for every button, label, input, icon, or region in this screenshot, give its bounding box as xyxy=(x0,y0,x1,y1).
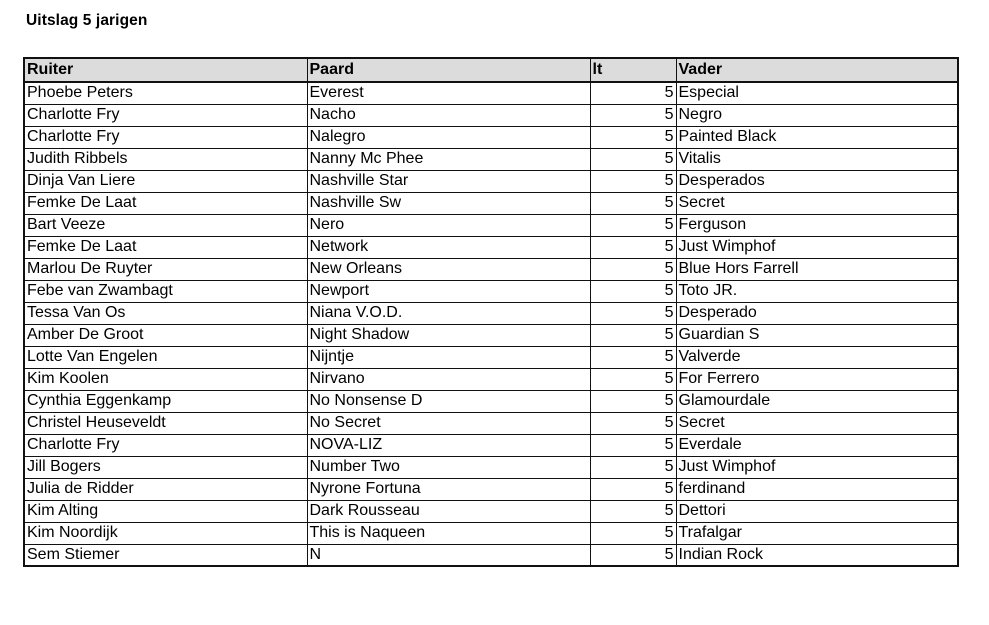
cell-vader: Especial xyxy=(676,82,958,104)
column-header-ruiter: Ruiter xyxy=(24,58,307,82)
table-row xyxy=(24,522,958,544)
cell-vader: Guardian S xyxy=(676,324,958,346)
table-row xyxy=(24,170,958,192)
cell-lt: 5 xyxy=(590,522,676,544)
cell-ruiter: Femke De Laat xyxy=(24,236,307,258)
cell-lt: 5 xyxy=(590,478,676,500)
cell-ruiter: Kim Noordijk xyxy=(24,522,307,544)
page-title: Uitslag 5 jarigen xyxy=(26,12,148,29)
cell-paard: Nashville Sw xyxy=(307,192,590,214)
cell-paard: Nalegro xyxy=(307,126,590,148)
cell-paard: Network xyxy=(307,236,590,258)
cell-lt: 5 xyxy=(590,302,676,324)
cell-lt: 5 xyxy=(590,412,676,434)
cell-vader: Desperado xyxy=(676,302,958,324)
cell-vader: Ferguson xyxy=(676,214,958,236)
column-header-vader: Vader xyxy=(676,58,958,82)
cell-ruiter: Kim Alting xyxy=(24,500,307,522)
table-row xyxy=(24,192,958,214)
cell-paard: Nanny Mc Phee xyxy=(307,148,590,170)
table-row xyxy=(24,126,958,148)
cell-vader: Vitalis xyxy=(676,148,958,170)
cell-lt: 5 xyxy=(590,390,676,412)
cell-vader: ferdinand xyxy=(676,478,958,500)
cell-paard: This is Naqueen xyxy=(307,522,590,544)
table-row xyxy=(24,346,958,368)
cell-lt: 5 xyxy=(590,236,676,258)
cell-paard: Nacho xyxy=(307,104,590,126)
cell-lt: 5 xyxy=(590,104,676,126)
cell-paard: Dark Rousseau xyxy=(307,500,590,522)
cell-ruiter: Amber De Groot xyxy=(24,324,307,346)
cell-vader: Indian Rock xyxy=(676,544,958,566)
table-row xyxy=(24,456,958,478)
cell-vader: Glamourdale xyxy=(676,390,958,412)
cell-paard: Number Two xyxy=(307,456,590,478)
table-row xyxy=(24,434,958,456)
cell-lt: 5 xyxy=(590,368,676,390)
table-row xyxy=(24,280,958,302)
cell-ruiter: Femke De Laat xyxy=(24,192,307,214)
cell-lt: 5 xyxy=(590,148,676,170)
cell-vader: Everdale xyxy=(676,434,958,456)
table-row xyxy=(24,368,958,390)
cell-vader: Negro xyxy=(676,104,958,126)
cell-lt: 5 xyxy=(590,346,676,368)
cell-paard: Night Shadow xyxy=(307,324,590,346)
cell-ruiter: Marlou De Ruyter xyxy=(24,258,307,280)
cell-vader: Secret xyxy=(676,412,958,434)
cell-paard: Nijntje xyxy=(307,346,590,368)
cell-lt: 5 xyxy=(590,456,676,478)
cell-paard: Nero xyxy=(307,214,590,236)
cell-ruiter: Phoebe Peters xyxy=(24,82,307,104)
cell-paard: New Orleans xyxy=(307,258,590,280)
cell-vader: Trafalgar xyxy=(676,522,958,544)
cell-lt: 5 xyxy=(590,214,676,236)
cell-vader: Just Wimphof xyxy=(676,456,958,478)
cell-paard: Nirvano xyxy=(307,368,590,390)
cell-ruiter: Bart Veeze xyxy=(24,214,307,236)
table-row xyxy=(24,104,958,126)
cell-lt: 5 xyxy=(590,324,676,346)
cell-lt: 5 xyxy=(590,82,676,104)
table-row xyxy=(24,236,958,258)
cell-vader: Secret xyxy=(676,192,958,214)
column-header-paard: Paard xyxy=(307,58,590,82)
cell-ruiter: Julia de Ridder xyxy=(24,478,307,500)
cell-ruiter: Charlotte Fry xyxy=(24,104,307,126)
cell-paard: Nashville Star xyxy=(307,170,590,192)
table-row xyxy=(24,324,958,346)
table-row xyxy=(24,390,958,412)
cell-vader: Toto JR. xyxy=(676,280,958,302)
cell-ruiter: Charlotte Fry xyxy=(24,434,307,456)
cell-vader: Blue Hors Farrell xyxy=(676,258,958,280)
cell-vader: For Ferrero xyxy=(676,368,958,390)
table-row xyxy=(24,412,958,434)
cell-lt: 5 xyxy=(590,280,676,302)
cell-vader: Just Wimphof xyxy=(676,236,958,258)
cell-lt: 5 xyxy=(590,192,676,214)
cell-paard: Nyrone Fortuna xyxy=(307,478,590,500)
cell-vader: Painted Black xyxy=(676,126,958,148)
cell-paard: Newport xyxy=(307,280,590,302)
table-row xyxy=(24,258,958,280)
column-header-lt: lt xyxy=(590,58,676,82)
cell-lt: 5 xyxy=(590,500,676,522)
table-row xyxy=(24,544,958,566)
cell-paard: Everest xyxy=(307,82,590,104)
cell-lt: 5 xyxy=(590,258,676,280)
cell-lt: 5 xyxy=(590,126,676,148)
cell-ruiter: Dinja Van Liere xyxy=(24,170,307,192)
cell-ruiter: Charlotte Fry xyxy=(24,126,307,148)
cell-paard: Niana V.O.D. xyxy=(307,302,590,324)
cell-ruiter: Sem Stiemer xyxy=(24,544,307,566)
table-row xyxy=(24,302,958,324)
table-row xyxy=(24,214,958,236)
cell-paard: N xyxy=(307,544,590,566)
cell-ruiter: Cynthia Eggenkamp xyxy=(24,390,307,412)
table-row xyxy=(24,500,958,522)
cell-lt: 5 xyxy=(590,434,676,456)
cell-paard: No Nonsense D xyxy=(307,390,590,412)
results-table xyxy=(23,57,959,567)
cell-ruiter: Febe van Zwambagt xyxy=(24,280,307,302)
cell-ruiter: Jill Bogers xyxy=(24,456,307,478)
cell-paard: No Secret xyxy=(307,412,590,434)
cell-vader: Valverde xyxy=(676,346,958,368)
table-row xyxy=(24,478,958,500)
cell-paard: NOVA-LIZ xyxy=(307,434,590,456)
cell-vader: Dettori xyxy=(676,500,958,522)
cell-ruiter: Kim Koolen xyxy=(24,368,307,390)
cell-ruiter: Christel Heuseveldt xyxy=(24,412,307,434)
table-row xyxy=(24,82,958,104)
cell-ruiter: Judith Ribbels xyxy=(24,148,307,170)
cell-vader: Desperados xyxy=(676,170,958,192)
table-header-row xyxy=(24,58,958,82)
cell-lt: 5 xyxy=(590,544,676,566)
table-row xyxy=(24,148,958,170)
cell-ruiter: Tessa Van Os xyxy=(24,302,307,324)
table-body xyxy=(24,82,958,566)
cell-ruiter: Lotte Van Engelen xyxy=(24,346,307,368)
cell-lt: 5 xyxy=(590,170,676,192)
